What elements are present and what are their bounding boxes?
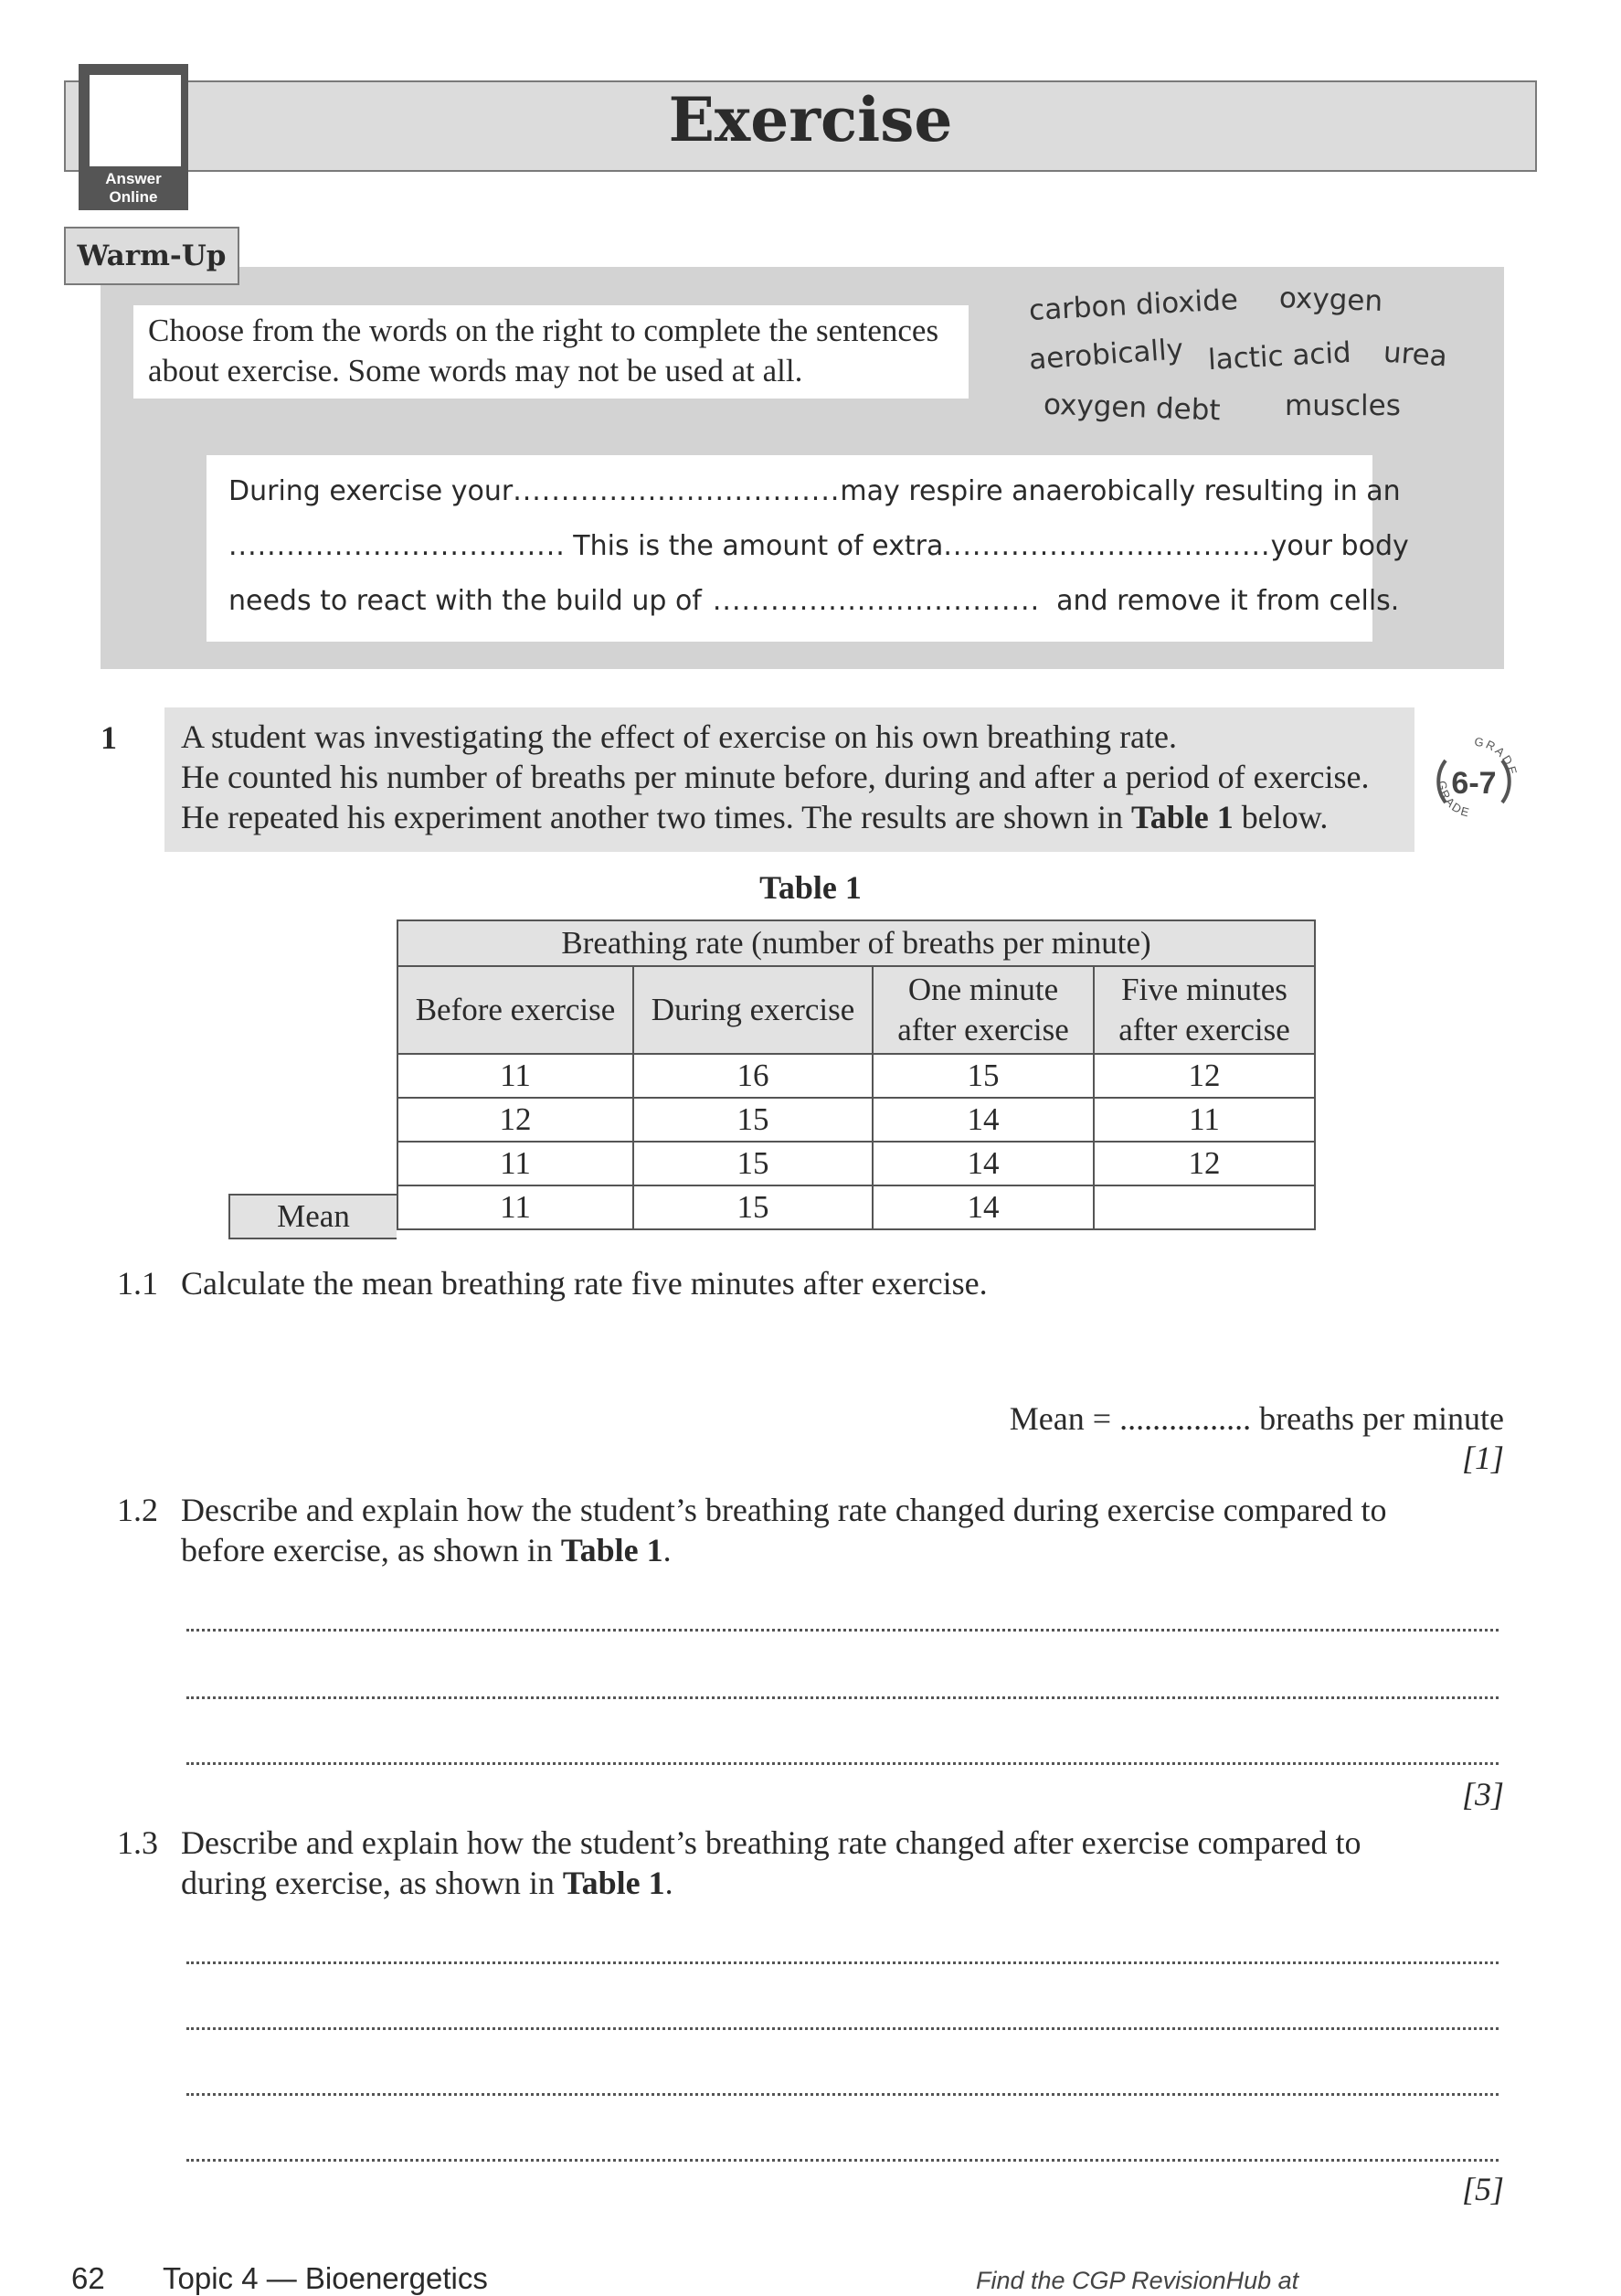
word-option: oxygen debt — [1043, 388, 1222, 428]
table-cell: 12 — [1094, 1054, 1315, 1098]
table-cell: 11 — [1094, 1098, 1315, 1142]
marks-label: [5] — [1461, 2171, 1504, 2207]
word-option: carbon dioxide — [1028, 283, 1239, 327]
question-1-intro — [164, 707, 1414, 852]
subquestion-line: Describe and explain how the student’s breathing rate changed after exercise compared to — [181, 1824, 1361, 1861]
intro-line-3 — [181, 797, 1398, 837]
blank-4[interactable]: .................................. — [712, 585, 1041, 617]
sentence-text: and remove it from cells. — [1056, 585, 1400, 617]
subquestion-line: Describe and explain how the student’s breathing rate changed during exercise compared to — [181, 1492, 1387, 1528]
answer-online-label-line2: Online — [109, 188, 158, 206]
subquestion-line: during exercise, as shown in Table 1. — [181, 1865, 673, 1901]
table-cell: 12 — [397, 1098, 633, 1142]
question-number: 1 — [101, 719, 117, 756]
subquestion-text: Calculate the mean breathing rate five minutes after exercise. — [181, 1265, 988, 1302]
word-option: lactic acid — [1207, 335, 1352, 377]
intro-line-1: A student was investigating the effect of exercise on his own breathing rate. — [181, 718, 1178, 755]
sentence-text: . This is the amount of extra — [556, 530, 944, 562]
marks-label: [3] — [1461, 1776, 1504, 1812]
answer-line[interactable] — [186, 1629, 1499, 1632]
sentence-line-3 — [228, 585, 1400, 617]
table-group-header: Breathing rate (number of breaths per minute) — [397, 920, 1315, 966]
answer-line[interactable] — [186, 2159, 1499, 2162]
page-number: 62 — [71, 2261, 105, 2295]
word-option: muscles — [1285, 389, 1401, 422]
answer-line[interactable] — [186, 1696, 1499, 1699]
blank-1[interactable]: .................................. — [513, 475, 841, 507]
sentence-line-1 — [228, 475, 1401, 507]
footer-topic: Topic 4 — Bioenergetics — [163, 2261, 488, 2295]
mean-answer-line — [1010, 1398, 1504, 1439]
table-reference: Table 1 — [1131, 799, 1234, 835]
blank-2[interactable]: .................................. — [228, 530, 556, 562]
warmup-sentence-box — [207, 455, 1409, 642]
subquestion-number: 1.1 — [117, 1265, 158, 1302]
column-header: Before exercise — [397, 966, 633, 1054]
mean-row — [397, 1185, 1315, 1229]
answer-online-badge[interactable] — [79, 64, 188, 210]
column-header: During exercise — [633, 966, 873, 1054]
answer-online-label-line1: Answer — [105, 170, 162, 187]
subquestion-number: 1.3 — [117, 1824, 158, 1861]
word-option: urea — [1382, 335, 1448, 374]
blank-3[interactable]: .................................. — [943, 530, 1271, 562]
footer-revisionhub-text: Find the CGP RevisionHub at — [976, 2267, 1299, 2294]
marks-label: [1] — [1461, 1440, 1504, 1476]
table-cell: 16 — [633, 1054, 873, 1098]
answer-units: breaths per minute — [1259, 1400, 1504, 1437]
grade-label-bottom: GRADE — [1435, 780, 1473, 820]
table-cell: 12 — [1094, 1142, 1315, 1185]
subquestion-number: 1.2 — [117, 1492, 158, 1528]
page-title: Exercise — [668, 84, 953, 155]
sentence-text: needs to react with the build up of — [228, 585, 702, 617]
mean-cell: 11 — [397, 1185, 633, 1229]
warmup-tab: Warm-Up — [64, 227, 239, 285]
subquestion-text — [181, 1490, 1387, 1570]
mean-answer-blank[interactable]: ................ — [1119, 1400, 1252, 1437]
table-row — [397, 1142, 1315, 1185]
mean-cell: 14 — [873, 1185, 1094, 1229]
column-header: One minute after exercise — [873, 966, 1094, 1054]
mean-cell: 15 — [633, 1185, 873, 1229]
answer-checkbox[interactable] — [88, 73, 183, 168]
table-cell: 15 — [873, 1054, 1094, 1098]
table-cell: 15 — [633, 1142, 873, 1185]
word-option: aerobically — [1027, 333, 1185, 377]
table-cell: 11 — [397, 1054, 633, 1098]
table-cell: 14 — [873, 1098, 1094, 1142]
word-option: oxygen — [1278, 282, 1383, 318]
table-reference: Table 1 — [560, 1532, 663, 1568]
sentence-text: may respire anaerobically resulting in an — [840, 475, 1401, 507]
breathing-rate-table — [397, 919, 1316, 1230]
table-cell: 11 — [397, 1142, 633, 1185]
mean-row-label: Mean — [228, 1194, 397, 1239]
answer-line[interactable] — [186, 2093, 1499, 2096]
table-row — [397, 1054, 1315, 1098]
grade-badge-icon — [1425, 733, 1522, 830]
sentence-text: During exercise your — [228, 475, 514, 507]
table-cell: 14 — [873, 1142, 1094, 1185]
table-reference: Table 1 — [562, 1865, 665, 1901]
grade-label-top: GRADE — [1473, 734, 1520, 778]
answer-prefix: Mean = — [1009, 1400, 1112, 1437]
sentence-text: your body — [1270, 530, 1409, 562]
subquestion-text — [181, 1823, 1361, 1903]
warmup-instructions: Choose from the words on the right to complete the sentences about exercise. Some words may not be used at all. — [133, 305, 969, 399]
table-cell: 15 — [633, 1098, 873, 1142]
table-row — [397, 1098, 1315, 1142]
column-header: Five minutes after exercise — [1094, 966, 1315, 1054]
intro-line-2: He counted his number of breaths per minute before, during and after a period of exercise. — [181, 759, 1370, 795]
intro-text: He repeated his experiment another two times. The results are shown in — [181, 799, 1124, 835]
mean-answer-cell[interactable] — [1094, 1185, 1315, 1229]
answer-line[interactable] — [186, 2027, 1499, 2030]
answer-line[interactable] — [186, 1961, 1499, 1964]
grade-value: 6-7 — [1451, 766, 1497, 801]
table-title: Table 1 — [759, 869, 862, 906]
subquestion-line: before exercise, as shown in Table 1. — [181, 1532, 672, 1568]
sentence-line-2 — [228, 530, 1409, 562]
answer-line[interactable] — [186, 1762, 1499, 1765]
intro-text: below. — [1241, 799, 1329, 835]
